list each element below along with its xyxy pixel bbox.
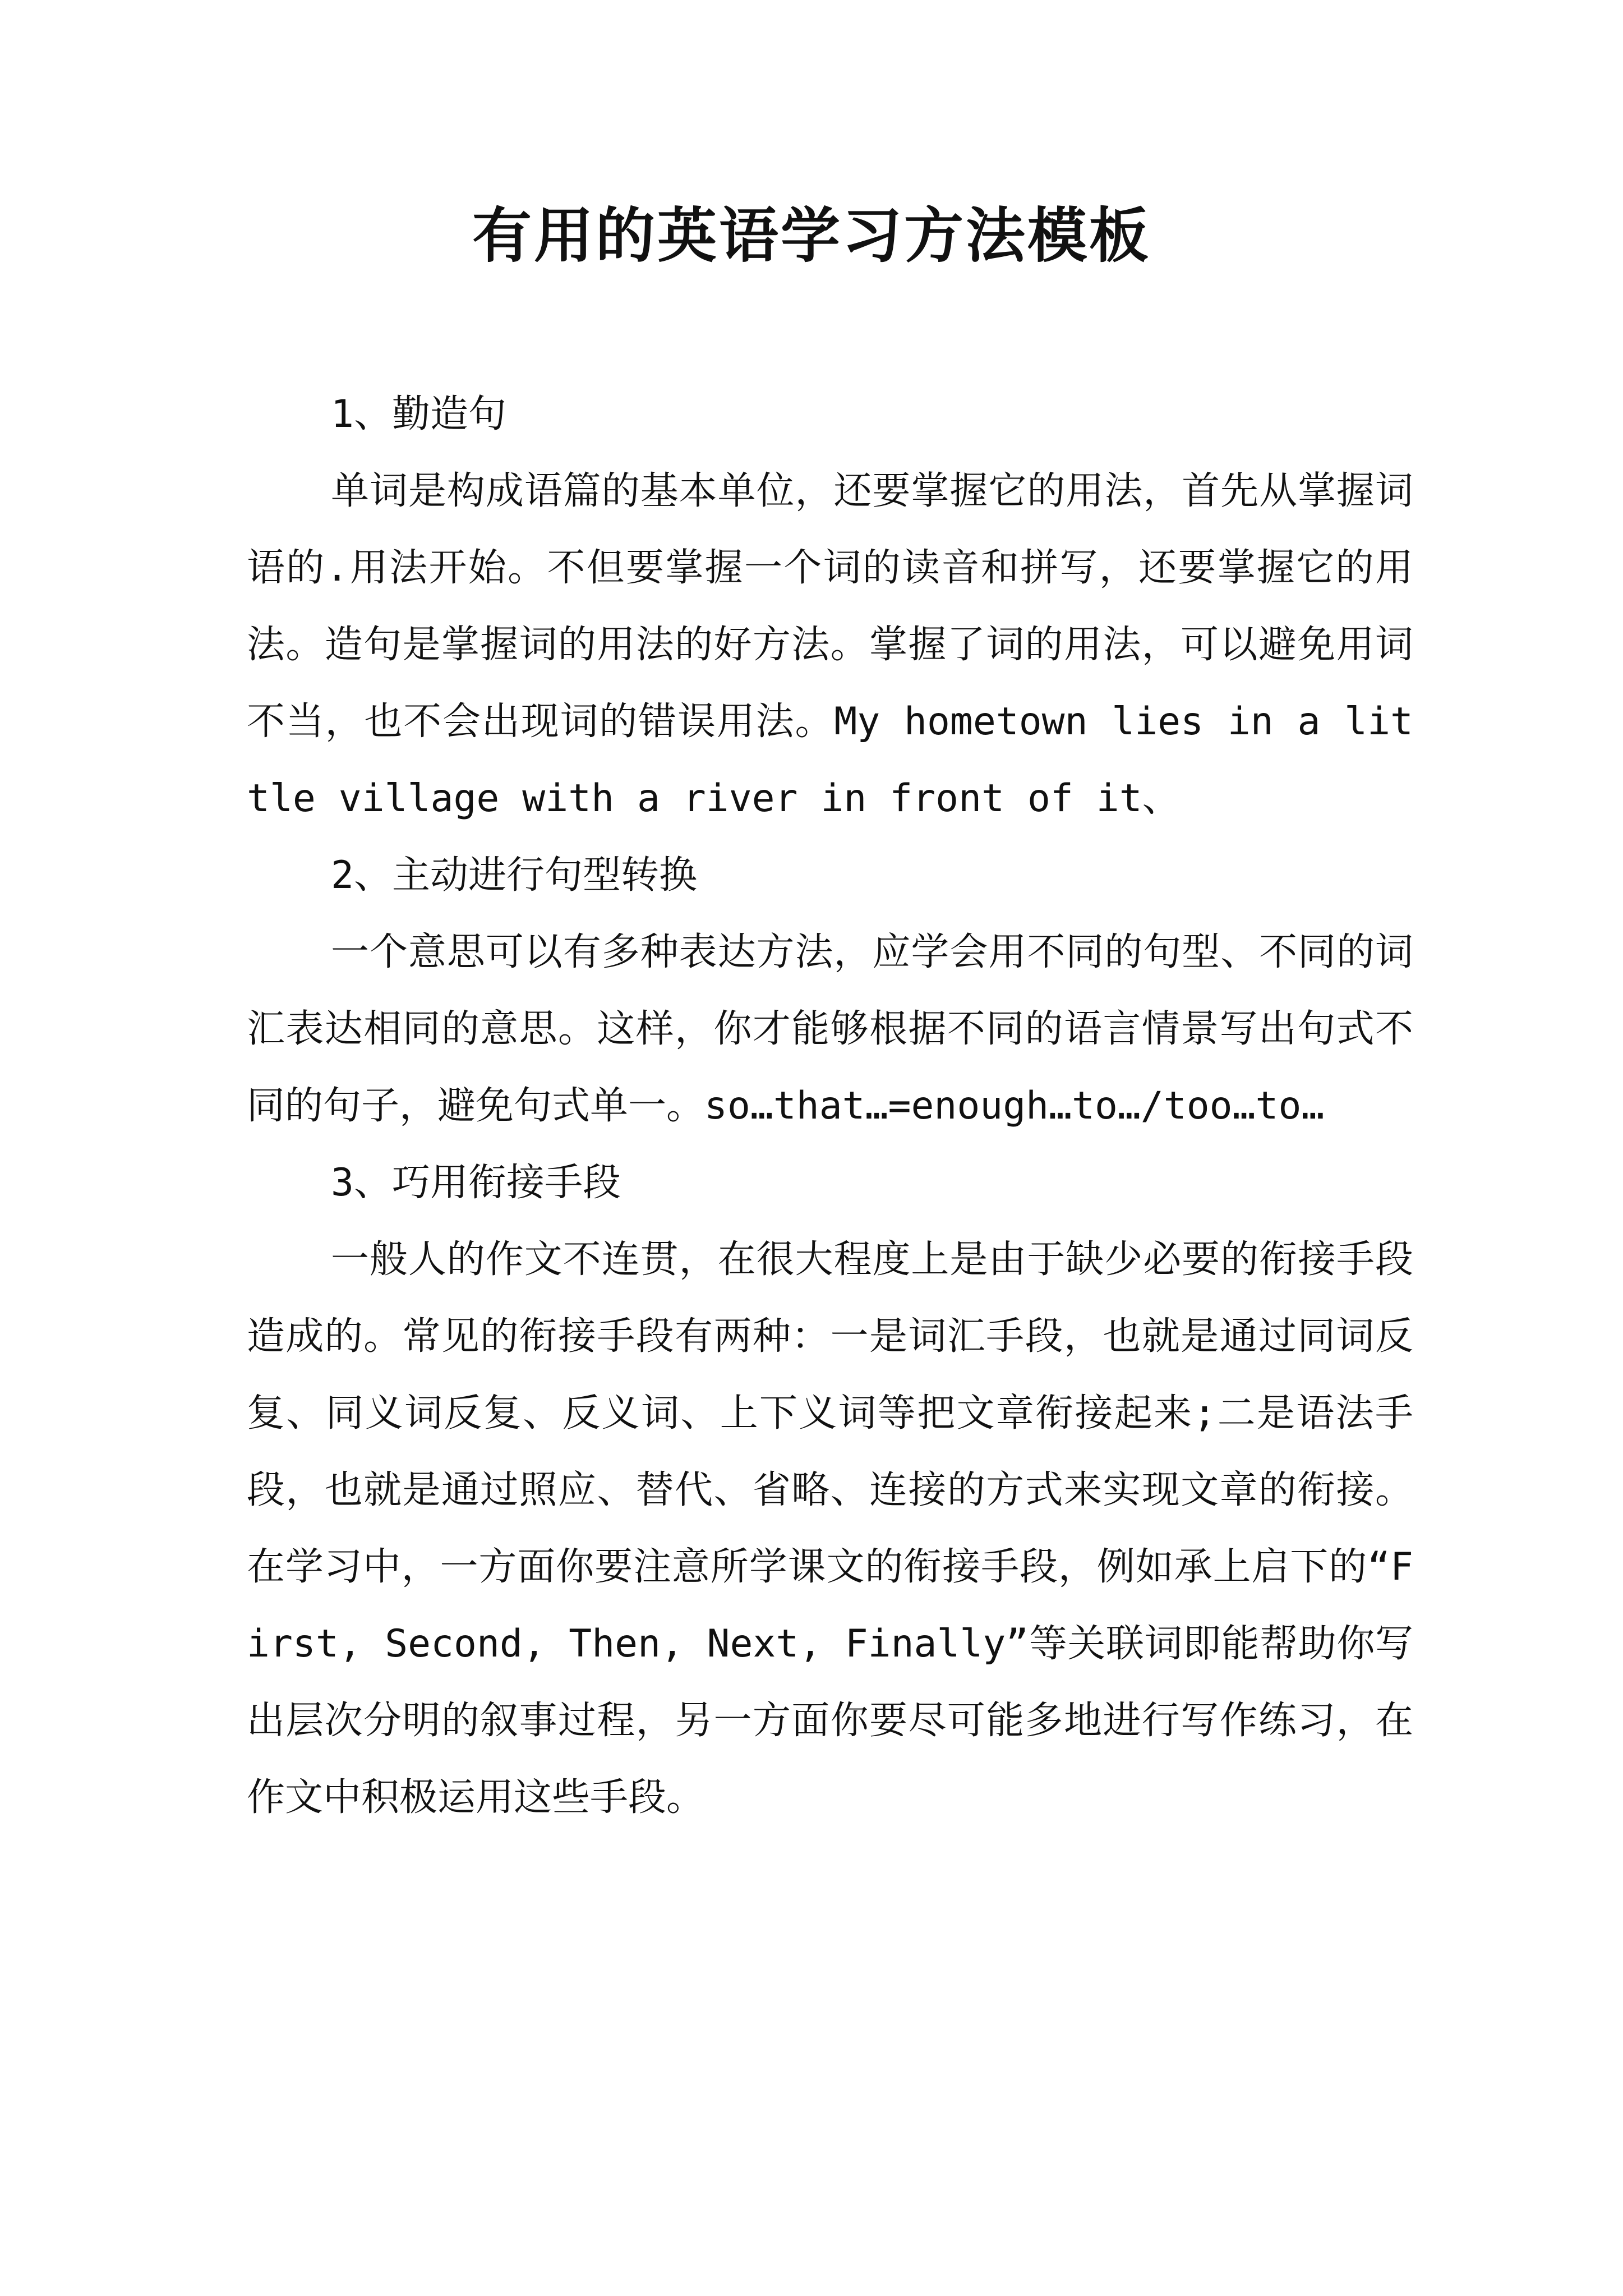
document-body [247, 376, 1413, 1836]
section-paragraph-2: 一个意思可以有多种表达方法，应学会用不同的句型、不同的词汇表达相同的意思。这样，你才能够根据不同的语言情景写出句式不同的句子，避免句式单一。so…that…=enough…to…/too…to… [247, 930, 1413, 1128]
document-title: 有用的英语学习方法模板 [472, 200, 1151, 270]
section-heading-2: 2、主动进行句型转换 [331, 853, 697, 898]
section-paragraph-3: 一般人的作文不连贯，在很大程度上是由于缺少必要的衔接手段造成的。常见的衔接手段有两种：一是词汇手段，也就是通过同词反复、同义词反复、反义词、上下义词等把文章衔接起来;二是语法手段，也就是通过照应、替代、省略、连接的方式来实现文章的衔接。在学习中，一方面你要注意所学课文的衔接手段，例如承上启下的“First, Second, Then, Next, Finally”等关联词即能帮助你写出层次分明的叙事过程，另一方面你要尽可能多地进行写作练习，在作文中积极运用这些手段。 [247, 1237, 1413, 1820]
section-heading-3: 3、巧用衔接手段 [331, 1161, 621, 1205]
section-heading-1: 1、勤造句 [331, 392, 506, 436]
section-paragraph-1: 单词是构成语篇的基本单位，还要掌握它的用法，首先从掌握词语的.用法开始。不但要掌握一个词的读音和拼写，还要掌握它的用法。造句是掌握词的用法的好方法。掌握了词的用法，可以避免用词不当，也不会出现词的错误用法。My hometown lies in a little village with a river in front of it、 [247, 469, 1413, 821]
